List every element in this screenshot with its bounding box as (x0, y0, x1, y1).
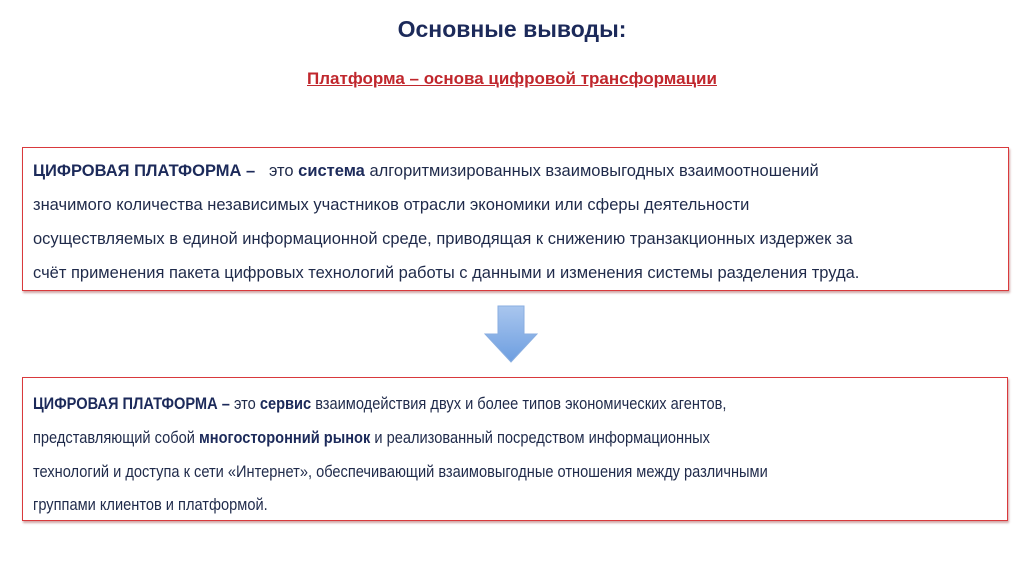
definition-box-system (22, 147, 1009, 291)
term: ЦИФРОВАЯ ПЛАТФОРМА – (33, 162, 256, 180)
text: представляющий собой (33, 428, 195, 447)
slide-title: Основные выводы: (397, 16, 627, 42)
text: алгоритмизированных взаимовыгодных взаимоотношений (369, 162, 819, 180)
term: ЦИФРОВАЯ ПЛАТФОРМА – (33, 394, 230, 413)
definition-box-service (22, 377, 1008, 521)
definition-line: осуществляемых в единой информационной среде, приводящая к снижению транзакционных издержек за (33, 230, 853, 248)
definition-line (33, 394, 726, 414)
text: взаимодействия двух и более типов экономических агентов, (315, 394, 727, 413)
definition-line: значимого количества независимых участников отрасли экономики или сферы деятельности (33, 196, 750, 214)
text: это (233, 394, 256, 413)
definition-line (33, 162, 819, 181)
text: это (268, 162, 294, 180)
arrow-down-icon (484, 305, 538, 363)
slide-subtitle: Платформа – основа цифровой трансформации (307, 69, 717, 88)
definition-line: группами клиентов и платформой. (33, 495, 268, 514)
keyword: система (298, 162, 365, 180)
text: и реализованный посредством информационных (374, 428, 710, 447)
keyword: многосторонний рынок (198, 428, 371, 447)
definition-line (33, 428, 710, 448)
definition-line: технологий и доступа к сети «Интернет», обеспечивающий взаимовыгодные отношения между различными (33, 462, 768, 481)
definition-line: счёт применения пакета цифровых технологий работы с данными и изменения системы разделения труда. (33, 264, 860, 282)
keyword: сервис (259, 394, 312, 413)
